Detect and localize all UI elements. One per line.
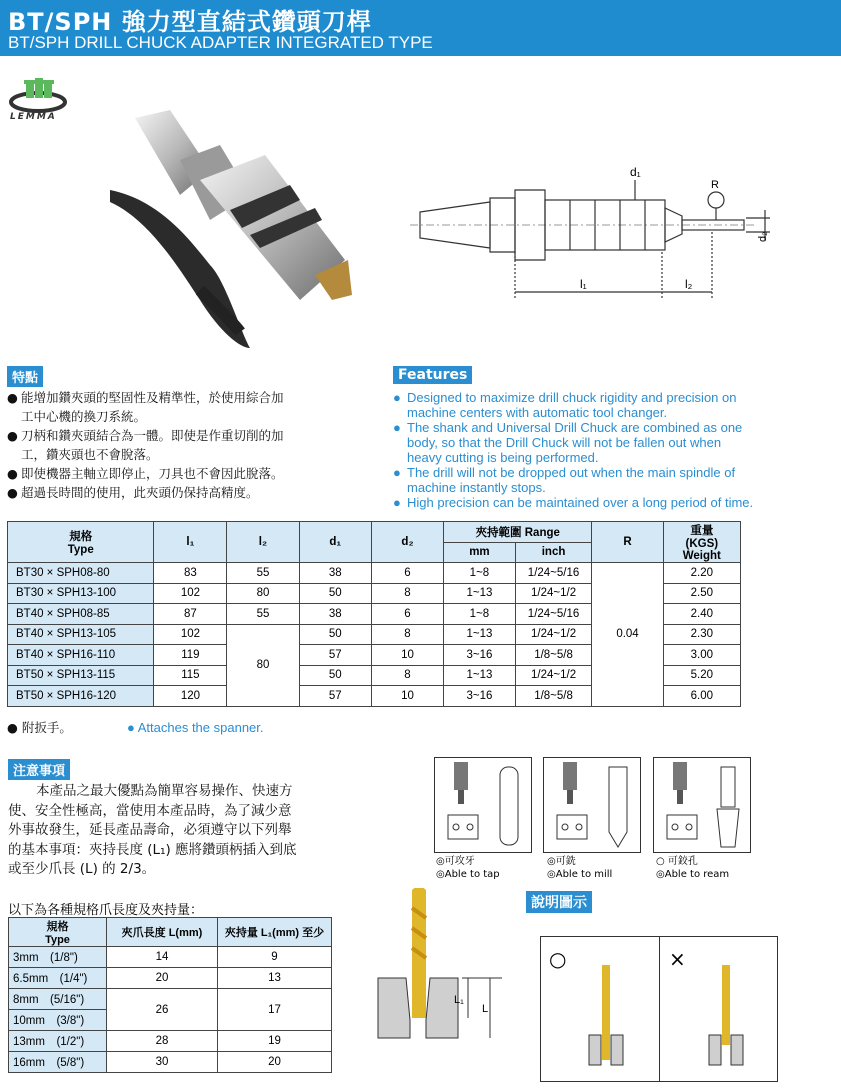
col-grip: 夾持量 L₁(mm) 至少 [218,918,332,947]
spec-table [7,521,741,707]
col-inch: inch [515,542,592,563]
ng-drill-icon [701,965,751,1075]
table-row: 8mm (5/16") 26 17 [9,989,332,1010]
table-row: BT40 × SPH08-85 87 55 38 6 1~8 1/24~5/16 2.40 [8,604,741,625]
list-item: ● 能增加鑽夾頭的堅固性及精準性，於使用綜合加 工中心機的換刀系統。 [7,390,284,424]
illustration-tag: 說明圖示 [526,891,592,913]
list-item: ● 超過長時間的使用，此夾頭仍保持高精度。 [7,485,259,500]
list-item: ● Designed to maximize drill chuck rigidity and precision on machine centers with automatic tool changer. [393,390,737,420]
logo-text: LEMMA [10,112,57,122]
cautions-tag: 注意事項 [8,759,70,780]
col-d1: d₁ [299,522,371,563]
table-row: BT40 × SPH13-105 102 80 50 8 1~13 1/24~1/2 2.30 [8,624,741,645]
usage-ream-caption: ○ 可鉸孔 ◎Able to ream [656,856,730,880]
ng-mark: × [669,947,686,971]
table-row: BT30 × SPH13-100 102 80 50 8 1~13 1/24~1/2 2.50 [8,583,741,604]
usage-panels [434,757,770,853]
usage-mill-caption: ◎可銑 ◎Able to mill [547,856,613,880]
R-value: 0.04 [592,563,663,707]
table-row: 16mm (5/8") 30 20 [9,1052,332,1073]
label-l2: l₂ [685,277,693,291]
table-row: 6.5mm (1/4") 20 13 [9,968,332,989]
table-row: BT30 × SPH08-80 83 55 38 6 1~8 1/24~5/16 0.04 2.20 [8,563,741,584]
list-item: ● 刀柄和鑽夾頭結合為一體。即使是作重切削的加 工，鑽夾頭也不會脫落。 [7,428,284,462]
table-row: 3mm (1/8") 14 9 [9,947,332,968]
spanner-note-zh: ● 附扳手。 [7,720,72,735]
chuck-intro: 以下為各種規格爪長度及夾持量： [8,903,204,918]
list-item: ● The shank and Universal Drill Chuck are combined as one body, so that the Drill Chuck will not be fallen out when heavy cutting is being performed. [393,420,743,465]
list-item: ● High precision can be maintained over a long period of time. [393,495,754,510]
col-mm: mm [444,542,516,563]
features-zh-list [7,388,352,502]
ok-ng-box [540,936,778,1082]
label-L1: L₁ [454,994,464,1006]
spanner-note-en: ● Attaches the spanner. [127,720,264,735]
col-range: 夾持範圍 Range [444,522,592,543]
technical-drawing [410,160,780,310]
label-l1: l₁ [580,277,587,291]
table-row: BT40 × SPH16-110 119 57 10 3~16 1/8~5/8 3.00 [8,645,741,666]
col-l2: l₂ [227,522,299,563]
label-L: L [482,1003,489,1015]
table-row: BT50 × SPH13-115 115 50 8 1~13 1/24~1/2 5.20 [8,665,741,686]
col-type: 規格 Type [8,522,154,563]
col-d2: d₂ [371,522,443,563]
drill-grip-illustration [372,888,512,1048]
table-row: BT50 × SPH16-120 120 57 10 3~16 1/8~5/8 6.00 [8,686,741,707]
tap-diagram [434,757,532,853]
usage-tap-caption: ◎可攻牙 ◎Able to tap [436,856,500,880]
ok-mark: ○ [549,947,567,971]
label-d2: d₂ [757,231,769,242]
col-R: R [592,522,663,563]
col-jaw: 夾爪長度 L(mm) [107,918,218,947]
list-item: ● The drill will not be dropped out when the main spindle of machine instantly stops. [393,465,736,495]
page-title-zh: BT/SPH 強力型直結式鑽頭刀桿 [8,8,372,36]
label-R: R [711,179,719,191]
table-row: 10mm (3/8") [9,1010,332,1031]
table-row: 13mm (1/2") 28 19 [9,1031,332,1052]
features-zh-tag: 特點 [7,366,43,387]
cautions-text: 本產品之最大優點為簡單容易操作、快速方 使、安全性極高，當使用本產品時，為了減少意 外事故發生，延長產品壽命，必須遵守以下列舉 的基本事項：夾持長度 (L₁) 應將鑽頭柄插入到底 或至少爪長 (L) 的 2/3。 [8,783,297,877]
col-weight: 重量 (KGS) Weight [663,522,740,563]
list-item: ● 即使機器主軸立即停止，刀具也不會因此脫落。 [7,466,284,481]
chuck-table [8,917,332,1073]
ream-diagram [653,757,751,853]
col-type: 規格 Type [9,918,107,947]
features-en-list [393,390,838,510]
mill-diagram [543,757,641,853]
ok-drill-icon [581,965,631,1075]
label-d1: d₁ [630,165,641,179]
col-l1: l₁ [154,522,227,563]
product-photo [100,100,370,360]
page-title-en: BT/SPH DRILL CHUCK ADAPTER INTEGRATED TYPE [8,33,433,52]
features-en-tag: Features [393,366,472,384]
